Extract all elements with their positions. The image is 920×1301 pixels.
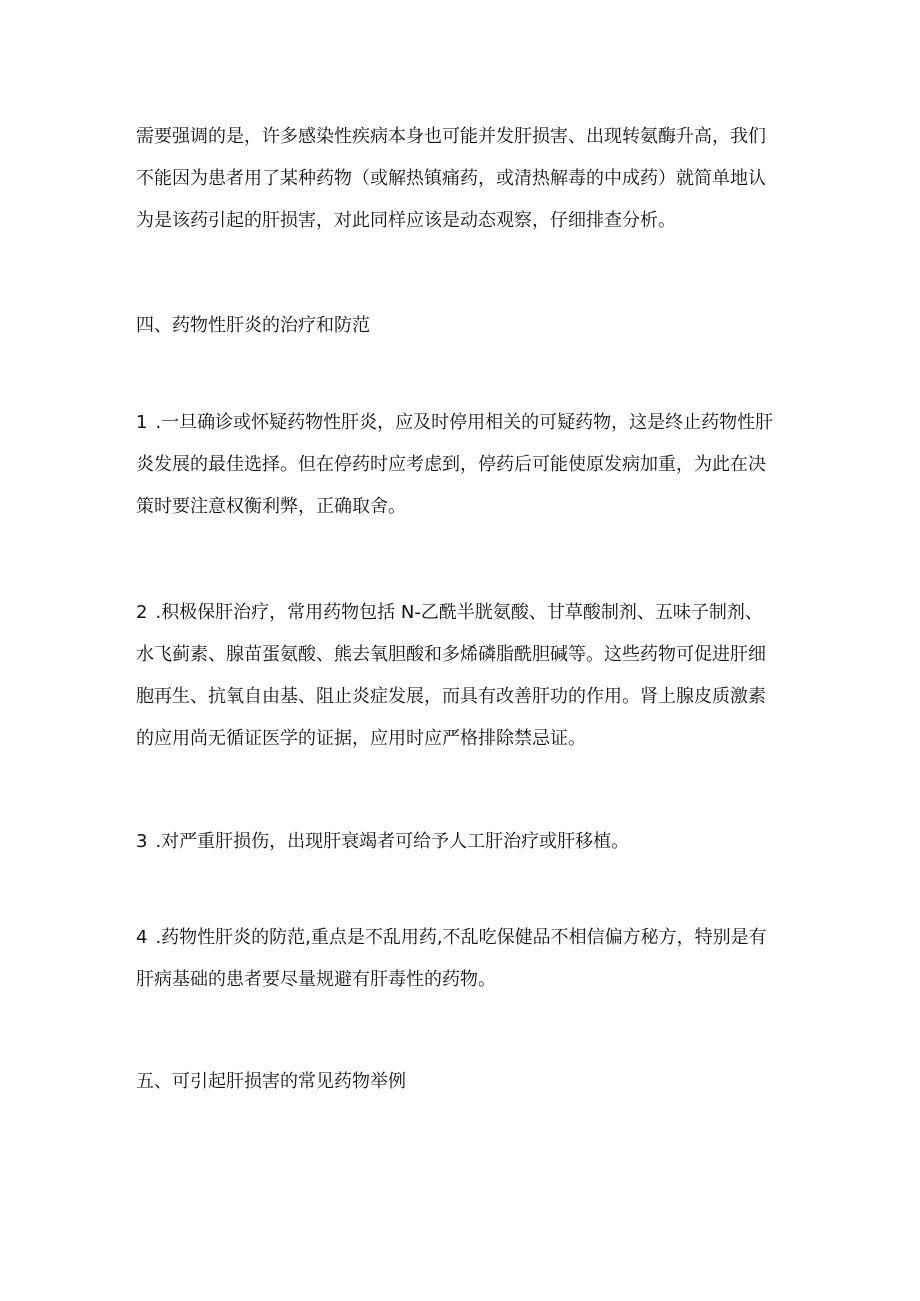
text-line: 不能因为患者用了某种药物（或解热镇痛药，或清热解毒的中成药）就简单地认 xyxy=(136,168,766,189)
text-line: 2 .积极保肝治疗，常用药物包括 N-乙酰半胱氨酸、甘草酸制剂、五味子制剂、 xyxy=(136,602,763,623)
list-item-liver-protection xyxy=(136,592,796,760)
list-item-artificial-liver xyxy=(136,821,796,863)
list-item-prevention xyxy=(136,917,796,1001)
text-line: 胞再生、抗氧自由基、阻止炎症发展，而具有改善肝功的作用。肾上腺皮质激素 xyxy=(136,686,766,707)
text-line: 的应用尚无循证医学的证据，应用时应严格排除禁忌证。 xyxy=(136,728,586,749)
list-item-stop-drug xyxy=(136,402,796,528)
section-heading-treatment: 四、药物性肝炎的治疗和防范 xyxy=(136,315,370,336)
text-line: 3 .对严重肝损伤，出现肝衰竭者可给予人工肝治疗或肝移植。 xyxy=(136,831,630,852)
paragraph-liver-damage-caution xyxy=(136,116,796,242)
text-line: 水飞蓟素、腺苗蛋氨酸、熊去氧胆酸和多烯磷脂酰胆碱等。这些药物可促进肝细 xyxy=(136,644,766,665)
item-number: 2 xyxy=(136,602,148,623)
item-number: 3 xyxy=(136,831,148,852)
item-number: 4 xyxy=(136,927,148,948)
section-heading-common-drugs: 五、可引起肝损害的常见药物举例 xyxy=(136,1071,406,1092)
text-line: 炎发展的最佳选择。但在停药时应考虑到，停药后可能使原发病加重，为此在决 xyxy=(136,454,766,475)
text-line: 肝病基础的患者要尽量规避有肝毒性的药物。 xyxy=(136,969,496,990)
item-number: 1 xyxy=(136,412,148,433)
text-line: 策时要注意权衡利弊，正确取舍。 xyxy=(136,496,406,517)
text-line: 需要强调的是，许多感染性疾病本身也可能并发肝损害、出现转氨酶升高，我们 xyxy=(136,126,766,147)
text-line: 1 .一旦确诊或怀疑药物性肝炎，应及时停用相关的可疑药物，这是终止药物性肝 xyxy=(136,412,774,433)
text-line: 4 .药物性肝炎的防范,重点是不乱用药,不乱吃保健品不相信偏方秘方，特别是有 xyxy=(136,927,767,948)
text-line: 为是该药引起的肝损害，对此同样应该是动态观察，仔细排查分析。 xyxy=(136,210,676,231)
